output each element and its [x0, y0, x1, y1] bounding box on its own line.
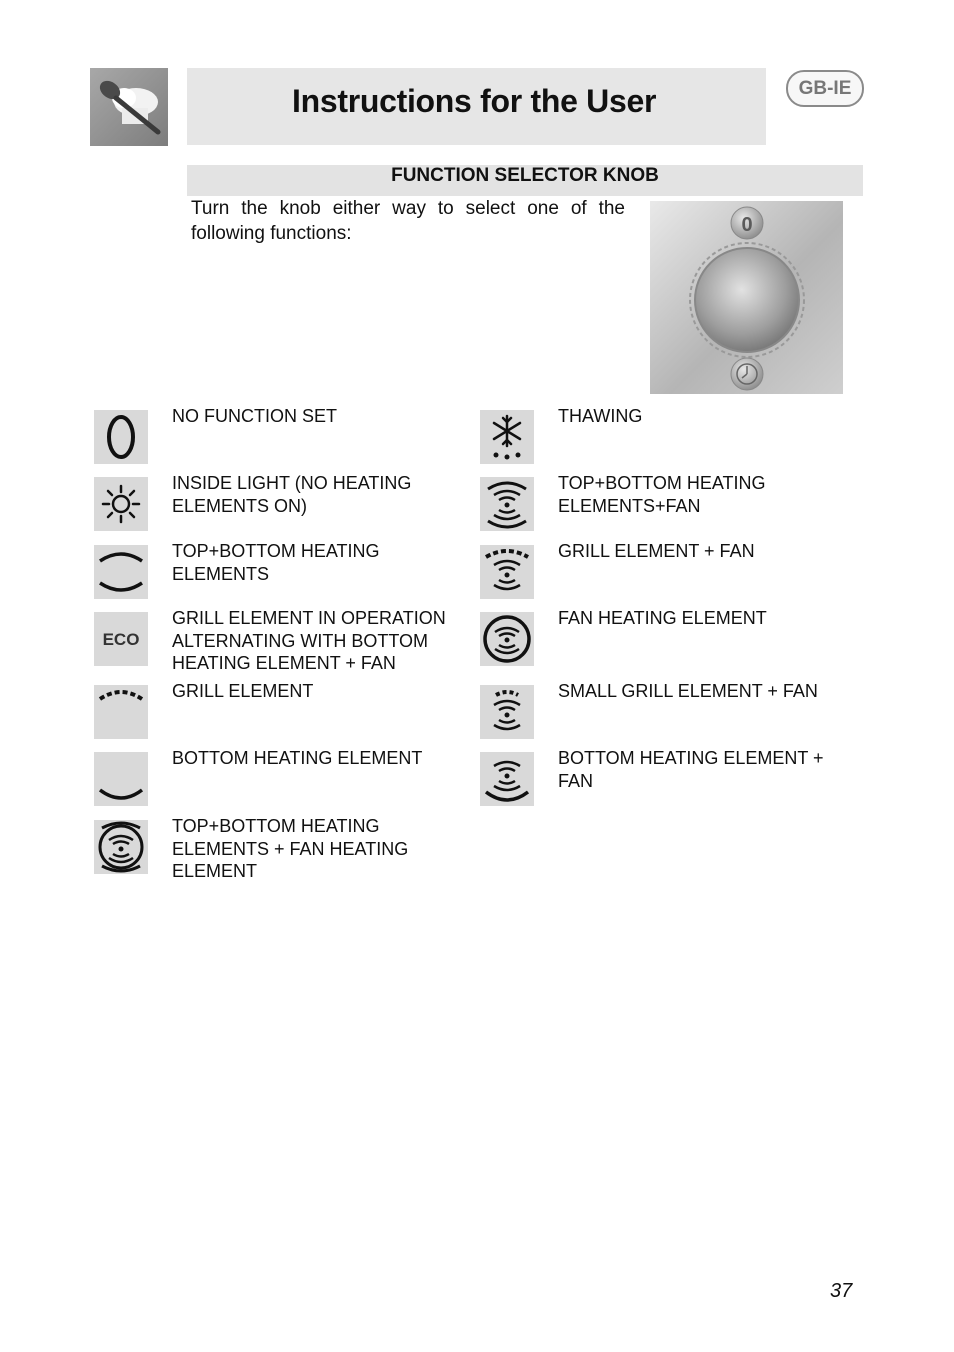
chef-spoon-logo-icon	[90, 68, 168, 146]
function-label: NO FUNCTION SET	[172, 406, 337, 426]
fan-heating-icon	[480, 612, 534, 666]
function-label: GRILL ELEMENT + FAN	[558, 541, 755, 561]
grill-fan-icon	[480, 545, 534, 599]
thawing-icon	[480, 410, 534, 464]
function-label: GRILL ELEMENT	[172, 681, 314, 701]
function-label: SMALL GRILL ELEMENT + FAN	[558, 681, 818, 701]
function-label: THAWING	[558, 406, 643, 426]
page-number: 37	[830, 1280, 853, 1302]
function-label: BOTTOM HEATING ELEMENT	[172, 748, 423, 768]
top-bottom-heating-icon	[94, 545, 148, 599]
section-heading-text: FUNCTION SELECTOR KNOB	[391, 165, 659, 186]
function-label: TOP+BOTTOM HEATING ELEMENTS + FAN HEATING ELEMENT	[172, 816, 409, 882]
grill-element-icon	[94, 685, 148, 739]
top-bottom-fan-heating-icon	[94, 820, 148, 874]
language-badge: GB-IE	[786, 70, 864, 107]
small-grill-fan-icon	[480, 685, 534, 739]
function-label: TOP+BOTTOM HEATING ELEMENTS+FAN	[558, 473, 766, 516]
function-label: FAN HEATING ELEMENT	[558, 608, 767, 628]
eco-icon-text: ECO	[102, 630, 140, 649]
eco-icon	[94, 612, 148, 666]
function-selector-knob-icon	[650, 201, 843, 394]
bottom-heating-fan-icon	[480, 752, 534, 806]
page-title: Instructions for the User	[292, 83, 657, 119]
inside-light-icon	[94, 477, 148, 531]
intro-text: Turn the knob either way to select one of the following functions:	[191, 198, 625, 244]
header-bar	[187, 68, 766, 145]
knob-marking: 0	[741, 214, 753, 236]
function-label: INSIDE LIGHT (NO HEATING ELEMENTS ON)	[172, 473, 412, 516]
bottom-heating-icon	[94, 752, 148, 806]
no-function-icon	[94, 410, 148, 464]
top-bottom-fan-icon	[480, 477, 534, 531]
function-label: TOP+BOTTOM HEATING ELEMENTS	[172, 541, 380, 584]
function-label: BOTTOM HEATING ELEMENT + FAN	[558, 748, 824, 791]
function-label: GRILL ELEMENT IN OPERATION ALTERNATING WITH BOTTOM HEATING ELEMENT + FAN	[172, 608, 446, 674]
section-heading	[187, 165, 863, 196]
